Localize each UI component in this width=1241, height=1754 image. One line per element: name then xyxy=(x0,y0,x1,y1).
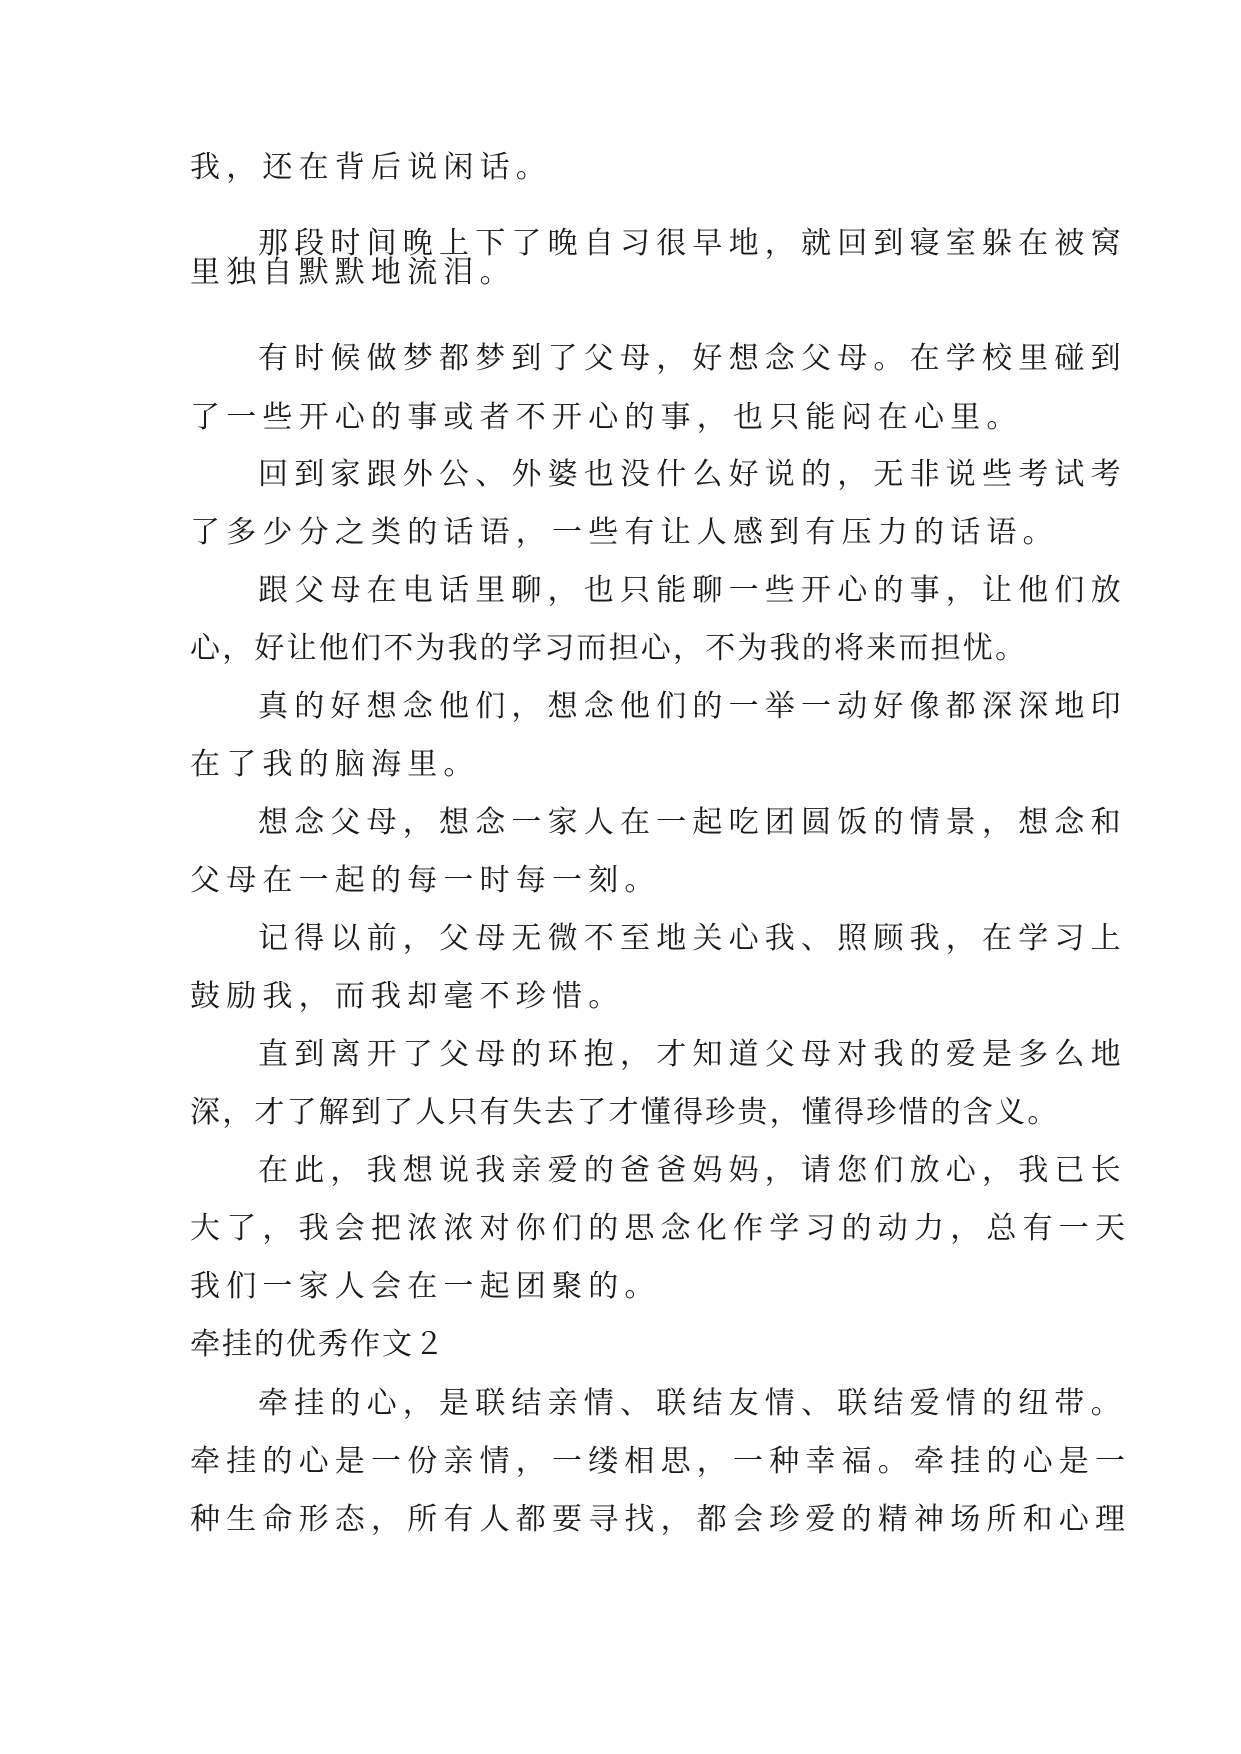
paragraph-line: 在此，我想说我亲爱的爸爸妈妈，请您们放心，我已长 xyxy=(258,1153,1127,1188)
text-line: 深，才了解到了人只有失去了才懂得珍贵，懂得珍惜的含义。 xyxy=(190,1095,1060,1130)
text-line: 我，还在背后说闲话。 xyxy=(190,150,552,185)
paragraph-line: 记得以前，父母无微不至地关心我、照顾我，在学习上 xyxy=(258,921,1127,956)
section-title: 牵挂的优秀作文２ xyxy=(190,1327,446,1362)
text-line: 里独自默默地流泪。 xyxy=(190,255,516,290)
paragraph-line: 真的好想念他们，想念他们的一举一动好像都深深地印 xyxy=(258,689,1127,724)
paragraph-line: 那段时间晚上下了晚自习很早地，就回到寝室躲在被窝 xyxy=(258,226,1127,261)
paragraph-line: 牵挂的心，是联结亲情、联结友情、联结爱情的纽带。 xyxy=(258,1386,1127,1421)
text-line: 了多少分之类的话语，一些有让人感到有压力的话语。 xyxy=(190,515,1059,550)
text-line: 了一些开心的事或者不开心的事，也只能闷在心里。 xyxy=(190,400,1023,435)
text-line: 鼓励我，而我却毫不珍惜。 xyxy=(190,979,625,1014)
text-line: 牵挂的心是一份亲情，一缕相思，一种幸福。牵挂的心是一 xyxy=(190,1444,1132,1479)
text-line: 我们一家人会在一起团聚的。 xyxy=(190,1269,661,1304)
text-line: 种生命形态，所有人都要寻找，都会珍爱的精神场所和心理 xyxy=(190,1502,1132,1537)
text-line: 心，好让他们不为我的学习而担心，不为我的将来而担忧。 xyxy=(190,631,1028,666)
paragraph-line: 想念父母，想念一家人在一起吃团圆饭的情景，想念和 xyxy=(258,805,1127,840)
paragraph-line: 跟父母在电话里聊，也只能聊一些开心的事，让他们放 xyxy=(258,573,1127,608)
text-line: 父母在一起的每一时每一刻。 xyxy=(190,863,661,898)
text-line: 大了，我会把浓浓对你们的思念化作学习的动力，总有一天 xyxy=(190,1211,1132,1246)
paragraph-line: 回到家跟外公、外婆也没什么好说的，无非说些考试考 xyxy=(258,457,1127,492)
paragraph-line: 直到离开了父母的环抱，才知道父母对我的爱是多么地 xyxy=(258,1037,1127,1072)
paragraph-line: 有时候做梦都梦到了父母，好想念父母。在学校里碰到 xyxy=(258,341,1127,376)
text-line: 在了我的脑海里。 xyxy=(190,747,480,782)
